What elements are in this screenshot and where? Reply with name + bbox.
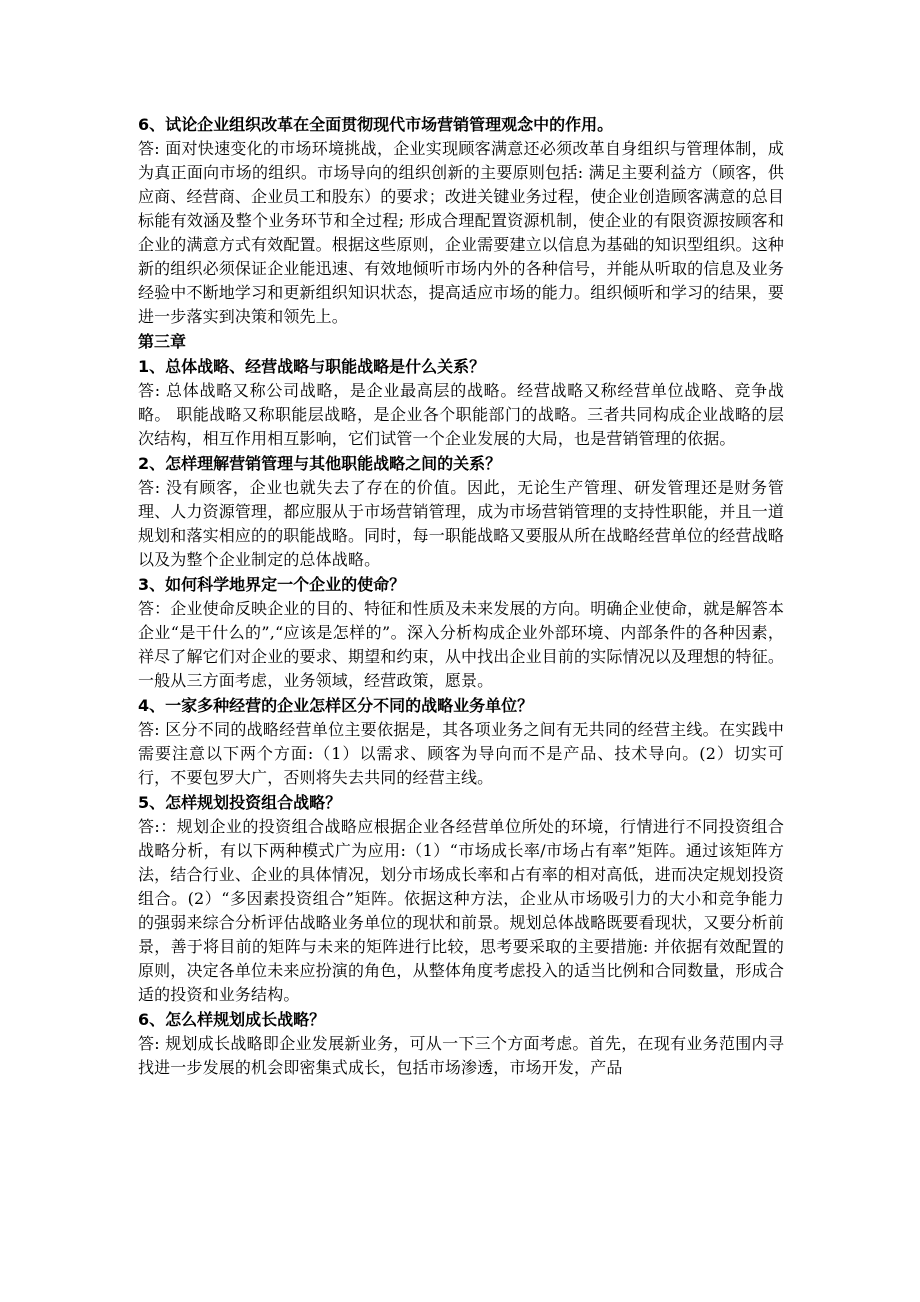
question-heading: 1、总体战略、经营战略与职能战略是什么关系？: [138, 357, 486, 376]
document-page: [138, 112, 784, 1080]
question-heading: 6、怎么样规划成长战略？: [138, 1010, 326, 1029]
answer-paragraph: 答: 区分不同的战略经营单位主要依据是，其各项业务之间有无共同的经营主线。在实践中需要注意以下两个方面:（1）以需求、顾客为导向而不是产品、技术导向。(2）切实可行，不要包罗大广，否则将失去共同的经营主线。: [138, 720, 784, 787]
question-heading: 4、一家多种经营的企业怎样区分不同的战略业务单位？: [138, 696, 534, 715]
answer-paragraph: 答：企业使命反映企业的目的、特征和性质及未来发展的方向。明确企业使命，就是解答本企业“是干什么的”,“应该是怎样的”。深入分析构成企业外部环境、内部条件的各种因素，祥尽了解它们对企业的要求、期望和约束，从中找出企业目前的实际情况以及理想的特征。一般从三方面考虑，业务领域，经营政策，愿景。: [138, 599, 785, 690]
answer-paragraph: 答: 规划成长战略即企业发展新业务，可从一下三个方面考虑。首先，在现有业务范围内寻找进一步发展的机会即密集式成长，包括市场渗透，市场开发，产品: [138, 1034, 784, 1077]
answer-paragraph: 答: 总体战略又称公司战略，是企业最高层的战略。经营战略又称经营单位战略、竞争战略。 职能战略又称职能层战略，是企业各个职能部门的战略。三者共同构成企业战略的层次结构，相互作用相互影响，它们试管一个企业发展的大局，也是营销管理的依据。: [138, 381, 784, 448]
question-heading: 3、如何科学地界定一个企业的使命？: [138, 575, 406, 594]
answer-paragraph: 答: 面对快速变化的市场环境挑战，企业实现顾客满意还必须改革自身组织与管理体制，成为真正面向市场的组织。市场导向的组织创新的主要原则包括: 满足主要利益方（顾客，供应商、经营商、企业员工和股东）的要求；改进关键业务过程，使企业创造顾客满意的总目标能有效涵及整个业务环节和全过程; 形成合理配置资源机制，使企业的有限资源按顾客和企业的满意方式有效配置。根据这些原则，企业需要建立以信息为基础的知识型组织。这种新的组织必须保证企业能迅速、有效地倾听市场内外的各种信号，并能从听取的信息及业务经验中不断地学习和更新组织知识状态，提高适应市场的能力。组织倾听和学习的结果，要进一步落实到决策和领先上。: [138, 139, 785, 326]
question-heading: 5、怎样规划投资组合战略？: [138, 793, 342, 812]
answer-paragraph: 答: 没有顾客，企业也就失去了存在的价值。因此，无论生产管理、研发管理还是财务管理、人力资源管理，都应服从于市场营销管理，成为市场营销管理的支持性职能，并且一道规划和落实相应的的职能战略。同时，每一职能战略又要服从所在战略经营单位的经营战略以及为整个企业制定的总体战略。: [138, 478, 785, 569]
chapter-heading: 第三章: [138, 332, 187, 351]
question-heading: 6、试论企业组织改革在全面贯彻现代市场营销管理观念中的作用。: [138, 115, 614, 134]
answer-paragraph: 答:：规划企业的投资组合战略应根据企业各经营单位所处的环境，行情进行不同投资组合战略分析，有以下两种模式广为应用:（1）“市场成长率/市场占有率”矩阵。通过该矩阵方法，结合行业、企业的具体情况，划分市场成长率和占有率的相对高低，进而决定规划投资组合。(2）“多因素投资组合”矩阵。依据这种方法，企业从市场吸引力的大小和竞争能力的强弱来综合分析评估战略业务单位的现状和前景。规划总体战略既要看现状，又要分析前景，善于将目前的矩阵与未来的矩阵进行比较，思考要采取的主要措施: 并依据有效配置的原则，决定各单位未来应扮演的角色，从整体角度考虑投入的适当比例和合同数量，形成合适的投资和业务结构。: [138, 817, 785, 1004]
question-heading: 2、怎样理解营销管理与其他职能战略之间的关系？: [138, 454, 502, 473]
